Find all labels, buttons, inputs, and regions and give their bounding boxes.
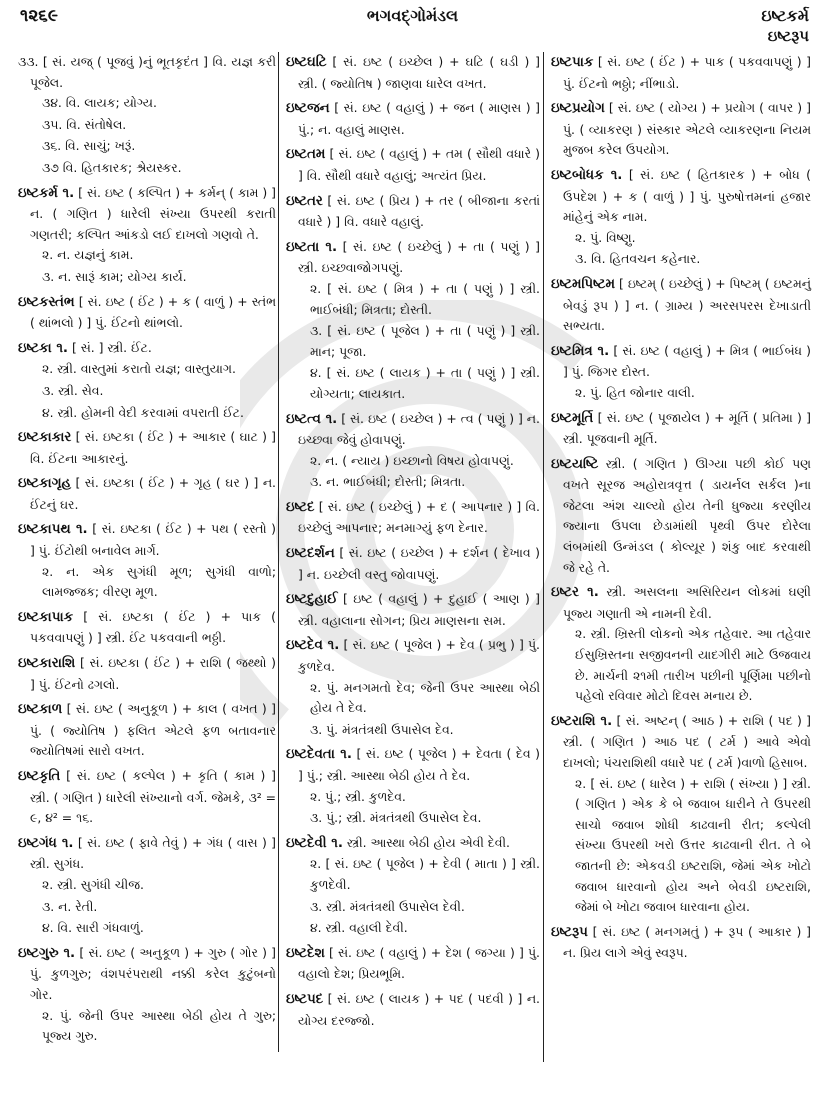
entry-definition: [ સં. ઇષ્ટકા ( ઈંટ ) + પથ ( રસ્તો ) ] પું. ઈંટોથી બનાવેલ માર્ગ. [30,521,276,559]
dictionary-entry [18,833,276,939]
entry-sense: ૩. [ સં. ઇષ્ટ ( પૂજેલ ) + તા ( પણું ) ] સ્ત્રી. માન; પૂજા. [310,323,540,359]
dictionary-entry [286,191,540,233]
entry-definition: ૩૩. [ સં. યજ્ ( પૂજવું )નું ભૂતકૃદંત ] વિ. યજ્ઞ કરી પૂજેલ. [18,54,276,90]
entry-definition: [ સં. ઇષ્ટ ( કલ્પિત ) + કર્મન્ ( કામ ) ] ન. ( ગણિત ) ધારેલી સંખ્યા ઉપરથી કરાતી ગણતરી; કલ્પિત આંકડો લઈ દાખલો ગણવો તે. [30,184,276,242]
entry-headword: ઇષ્ટપદ [286,991,324,1007]
entry-headword: ઇષ્ટકારાશિ [18,656,76,672]
entry-sense: ૩. ન. ભાઈબંધી; દોસ્તી; મિત્રતા. [310,474,466,490]
entry-definition: [ સં. ઇષ્ટ ( ઇચ્છેલું ) + તા ( પણું ) ] સ્ત્રી. ઇચ્છવાજોગપણું. [298,238,540,276]
dictionary-entry [18,653,276,695]
dictionary-entry [18,943,276,1047]
entry-definition: [ સં. ઇષ્ટ ( ઇચ્છેલું ) + દ ( આપનાર ) ] વિ. ઇચ્છેલું આપનાર; મનમાગ્યું ફળ દેનાર. [298,498,540,536]
entry-sense: ૨. [ સં. ઇષ્ટ ( પૂજેલ ) + દેવી ( માતા ) ] સ્ત્રી. કુળદેવી. [310,856,540,892]
entry-definition: [ સં. ઇષ્ટ ( હિતકારક ) + બોધ ( ઉપદેશ ) + ક ( વાળું ) ] પું. પુરુષોત્તમનાં હજાર માંહેનું એક નામ. [563,166,811,225]
entry-definition: [ સં. ઇષ્ટકા ( ઈંટ ) + ગૃહ ( ઘર ) ] ન. ઈંટનું ઘર. [30,475,276,512]
column-divider [543,52,544,1062]
dictionary-entry [18,699,276,762]
entry-headword: ઇષ્ટકા ૧. [18,340,69,356]
entry-headword: ઇષ્ટતા ૧. [286,239,338,255]
dictionary-entry [286,589,540,631]
entry-definition: [ સં. ઇષ્ટકા ( ઈંટ ) + રાશિ ( જથ્થો ) ] પું. ઈંટનો ઢગલો. [30,655,276,692]
entry-definition: [ સં. ઇષ્ટ ( ઇચ્છેલ ) + ત્વ ( પણું ) ] ન. ઇચ્છવા જેવું હોવાપણું. [298,410,540,448]
dictionary-entry [286,744,540,828]
entry-headword: ઇષ્ટમિત્ર ૧. [551,343,610,359]
entry-sense: ૨. [ સં. ઇષ્ટ ( મિત્ર ) + તા ( પણું ) ] સ્ત્રી. ભાઈબંધી; મિત્રતા; દોસ્તી. [310,280,540,317]
dictionary-entry [18,427,276,469]
entry-definition: [ સં. ઇષ્ટ ( ફાવે તેવું ) + ગંધ ( વાસ ) ] સ્ત્રી. સુગંધ. [30,834,276,872]
entry-definition: [ સં. ઇષ્ટકા ( ઈંટ ) + આકાર ( ઘાટ ) ] વિ. ઈંટના આકારનું. [30,429,276,466]
page-header [0,0,825,60]
entry-definition: સ્ત્રી. ( ગણિત ) ઊગ્યા પછી કોઈ પણ વખતે સૂરજ અહોરાત્રવૃત્ત ( ડાયર્નલ સર્કલ )ના જેટલા અંશ ચાલ્યો હોય તેની ધુજ્યા કરણીય જ્યાના ઉપલા છેડામાંથી પૃથ્વી ઉપર દોરેલા લંબમાંથી ઉન્મંડલ ( કોલ્યૂર ) શંકુ બાદ કરવાથી જે રહે તે. [563,455,811,575]
dictionary-entry [286,52,540,94]
entry-headword: ઇષ્ટગુરુ ૧. [18,945,76,961]
dictionary-entry [286,635,540,740]
entry-sense: ૩. પું. મંત્રતંત્રથી ઉપાસેલ દેવ. [310,721,454,737]
entry-sense: ૩૫. વિ. સંતોષેલ. [42,116,127,132]
entry-definition: [ સં. ] સ્ત્રી. ઈંટ. [71,339,152,355]
column-left [18,52,276,1051]
entry-headword: ઇષ્ટમપિષ્ટમ [551,276,615,292]
entry-sense: ૩. સ્ત્રી. સેવ. [42,382,104,398]
dictionary-entry [18,52,276,179]
entry-sense: ૨. ન. યજ્ઞનું કામ. [42,247,134,263]
entry-sense: ૨. પું. મનગમતો દેવ; જેની ઉપર આસ્થા બેઠી હોય તે દેવ. [310,679,540,716]
entry-definition: [ સં. ઇષ્ટ ( વહાલું ) + દેશ ( જગ્યા ) ] પું. વહાલો દેશ; પ્રિયભૂમિ. [298,944,540,982]
entry-sense: ૨. ન. એક સુગંધી મૂળ; સુગંધી વાળો; લામજ્જક; વીરણ મૂળ. [42,563,276,600]
dictionary-entry [551,582,811,707]
entry-headword: ઇષ્ટદેવી ૧. [286,835,343,851]
entry-definition: સ્ત્રી. અસલના અસિરિયન લોકમાં ઘણી પૂજ્ય ગણાતી એ નામની દેવી. [563,584,811,621]
entry-headword: ઇષ્ટયષ્ટિ [551,456,599,472]
dictionary-entry [18,183,276,288]
dictionary-entry [286,409,540,493]
dictionary-entry [551,408,811,450]
entry-sense: ૪. વિ. સારી ગંધવાળું. [42,920,144,936]
entry-sense: ૨. સ્ત્રી. સુગંધી ચીજ. [42,876,144,892]
dictionary-entry [551,165,811,270]
entry-sense: ૪. સ્ત્રી. વહાલી દેવી. [310,920,408,936]
entry-headword: ઇષ્ટઘટિ [286,55,327,70]
entry-sense: ૨. સ્ત્રી. વાસ્તુમાં કરાતો યજ્ઞ; વાસ્તુયાગ. [42,361,236,377]
entry-sense: ૨. પું.; સ્ત્રી. કુળદેવ. [310,788,406,804]
entry-sense: ૨. પું. વિષ્ણુ. [575,229,636,245]
entry-headword: ઇષ્ટદુહાઈ [286,592,338,608]
entry-sense: ૨. સ્ત્રી. ખ્રિસ્તી લોકનો એક તહેવાર. આ તહેવાર ઈસુખ્રિસ્તના સજીવનની યાદગીરી માટે ઉજવાય છે. માર્ચની ૨૧મી તારીખ પછીની પૂર્ણિમા પછીનો પહેલો રવિવાર મોટો દિવસ મનાય છે. [575,626,811,704]
column-divider [278,52,279,1052]
entry-definition: [ સં. ઇષ્ટ ( ઈંટ ) + પાક ( પકવવાપણું ) ] પું. ઈંટનો ભઠ્ઠો; નીંભાડો. [563,54,811,91]
entry-headword: ઇષ્ટદ [286,499,315,515]
dictionary-entry [286,543,540,585]
entry-sense: ૩. ન. રેતી. [42,898,98,914]
entry-headword: ઇષ્ટરૂપ [551,924,588,940]
entry-headword: ઇષ્ટબોધક ૧. [551,167,623,183]
dictionary-entry [18,607,276,649]
dictionary-entry [286,497,540,539]
entry-headword: ઇષ્ટકસ્તંભ [18,294,75,310]
entry-headword: ઇષ્ટત્વ ૧. [286,411,338,427]
dictionary-entry [18,519,276,602]
dictionary-entry [551,98,811,161]
entry-definition: [ સં. ઇષ્ટ ( પૂજેલ ) + દેવતા ( દેવ ) ] પું.; સ્ત્રી. આસ્થા બેઠી હોય તે દેવ. [298,746,540,783]
entry-sense: ૪. સ્ત્રી. હોમની વેદી કરવામાં વપરાતી ઈંટ. [42,404,244,420]
entry-sense: ૨. પું. હિત જોનાર વાલી. [575,384,695,400]
entry-headword: ઇષ્ટકર્મ ૧. [18,185,75,201]
entry-headword: ઇષ્ટતર [286,193,323,209]
entry-definition: [ સં. ઇષ્ટ ( ઇચ્છેલ ) + દર્શન ( દેખાવ ) ] ન. ઇચ્છેલી વસ્તુ જોવાપણું. [298,545,540,582]
dictionary-entry [286,98,540,140]
entry-headword: ઇષ્ટપ્રયોગ [551,101,605,117]
entry-definition: [ સં. ઇષ્ટ ( ઈંટ ) + ક ( વાળું ) + સ્તંભ ( થાંભલો ) ] પું. ઈંટનો થાંભલો. [30,293,276,331]
dictionary-entry [18,766,276,829]
dictionary-entry [551,711,811,918]
entry-sense: ૩૬. વિ. સાચું; ખરૂં. [42,138,136,154]
entry-headword: ઇષ્ટતમ [286,147,326,163]
entry-sense: ૨. પું. જેની ઉપર આસ્થા બેઠી હોય તે ગુરુ; પૂજ્ય ગુરુ. [42,1007,276,1044]
entry-sense: ૪. [ સં. ઇષ્ટ ( લાયક ) + તા ( પણું ) ] સ્ત્રી. યોગ્યતા; લાયકાત. [310,365,540,401]
dictionary-entry [286,989,540,1031]
entry-definition: [ સં. ઇષ્ટ ( લાયક ) + પદ ( પદવી ) ] ન. યોગ્ય દરજ્જો. [298,990,540,1028]
entry-definition: [ સં. ઇષ્ટ ( કલ્પેલ ) + કૃતિ ( કામ ) ] સ્ત્રી. ( ગણિત ) ધારેલી સંખ્યાનો વર્ગ. જેમકે, ૩² = ૯, ૪² = ૧૬. [30,768,276,826]
entry-headword: ઇષ્ટકાપથ ૧. [18,522,88,538]
entry-headword: ઇષ્ટકૃતિ [18,769,61,784]
dictionary-entry [286,237,540,405]
entry-headword: ઇષ્ટર ૧. [551,585,599,601]
entry-definition: [ સં. ઇષ્ટ ( વહાલું ) + મિત્ર ( ભાઈબંધ ) ] પું. જિગર દોસ્ત. [563,342,811,380]
entry-definition: [ સં. ઇષ્ટ ( પૂજાયેલ ) + મૂર્તિ ( પ્રતિમા ) ] સ્ત્રી. પૂજવાની મૂર્તિ. [563,409,811,447]
entry-definition: [ સં. ઇષ્ટકા ( ઈંટ ) + પાક ( પકવવાપણું ) ] સ્ત્રી. ઈંટ પકવવાની ભઠ્ઠી. [30,608,276,646]
dictionary-entry [18,473,276,515]
guide-word-first: ઇષ્ટકર્મ [761,6,809,25]
entry-sense: ૩૭ વિ. હિતકારક; શ્રેયસ્કર. [42,159,182,175]
column-right [551,52,811,968]
entry-headword: ઇષ્ટરાશિ ૧. [551,713,613,729]
entry-headword: ઇષ્ટપાક [551,55,594,70]
dictionary-entry [551,274,811,337]
column-middle [286,52,540,1035]
page-number: ૧૨૬૯ [20,6,58,26]
entry-headword: ઇષ્ટદેવતા ૧. [286,747,352,763]
entry-headword: ઇષ્ટજન [286,101,330,117]
dictionary-entry [551,341,811,404]
entry-sense: ૩. સ્ત્રી. મંત્રતંત્રથી ઉપાસેલ દેવી. [310,898,465,914]
entry-sense: ૩૪. વિ. લાયક; યોગ્ય. [42,95,157,111]
entry-definition: [ સં. ઇષ્ટ ( યોગ્ય ) + પ્રયોગ ( વાપર ) ] પું. ( વ્યાકરણ ) સંસ્કાર એટલે વ્યાકરણના નિયમ મુજબ કરેલ ઉપયોગ. [563,100,811,158]
entry-headword: ઇષ્ટમૂર્તિ [551,410,594,426]
entry-sense: ૩. પું.; સ્ત્રી. મંત્રતંત્રથી ઉપાસેલ દેવ. [310,810,482,826]
entry-definition: [ સં. ઇષ્ટ ( અનુકૂળ ) + કાલ ( વખત ) ] પું. ( જ્યોતિષ ) ફલિત એટલે ફળ બતાવનાર જ્યોતિષમાં સારો વખત. [30,701,276,759]
entry-definition: [ ઇષ્ટ ( વહાલું ) + દુહાઈ ( આણ ) ] સ્ત્રી. વહાલાના સોગન; પ્રિય માણસના સમ. [298,591,540,628]
dictionary-entry [18,292,276,334]
entry-definition: [ સં. ઇષ્ટ ( પૂજેલ ) + દેવ ( પ્રભુ ) ] પું. કુળદેવ. [298,637,540,675]
entry-definition: સ્ત્રી. આસ્થા બેઠી હોય એવી દેવી. [346,834,510,850]
entry-headword: ઇષ્ટદર્શન [286,546,335,562]
entry-definition: [ સં. ઇષ્ટ ( ઇચ્છેલ ) + ઘટિ ( ઘડી ) ] સ્ત્રી. ( જ્યોતિષ ) જાણવા ધારેલ વખત. [298,54,540,91]
dictionary-entry [286,144,540,186]
guide-word-last: ઇષ્ટરૂપ [767,27,809,45]
book-title: ભગવદ્ગોમંડલ [366,6,459,25]
dictionary-entry [551,454,811,579]
dictionary-entry [286,833,540,939]
entry-definition: [ સં. અષ્ટન્ ( આઠ ) + રાશિ ( પદ ) ] સ્ત્રી. ( ગણિત ) આઠ પદ ( ટર્મ ) આવે એવો દાખલો; પંચરાશિથી વધારે પદ ( ટર્મ )વાળો હિસાબ. [563,712,811,770]
entry-definition: [ સં. ઇષ્ટ ( અનુકૂળ ) + ગુરુ ( ગોર ) ] પું. કુળગુરુ; વંશપરંપરાથી નક્કી કરેલ કુટુંબનો ગોર. [30,944,276,1002]
entry-headword: ઇષ્ટકાકાર [18,430,72,446]
entry-sense: ૩. ન. સારૂં કામ; યોગ્ય કાર્ય. [42,268,187,284]
entry-headword: ઇષ્ટકાપાક [18,609,74,625]
entry-headword: ઇષ્ટકાળ [18,702,63,718]
dictionary-entry [286,943,540,985]
entry-sense: ૨. ન. ( ન્યાય ) ઇચ્છાનો વિષય હોવાપણું. [310,452,514,468]
dictionary-entry [551,52,811,94]
entry-definition: [ સં. ઇષ્ટ ( પ્રિય ) + તર ( બીજાના કરતાં વધારે ) ] વિ. વધારે વહાલું. [298,192,540,230]
entry-headword: ઇષ્ટદેવ ૧. [286,638,340,654]
entry-definition: [ ઇષ્ટમ્ ( ઇચ્છેલું ) + પિષ્ટમ્ ( ઇષ્ટમનું બેવડું રૂપ ) ] ન. ( ગ્રામ્ય ) અરસપરસ દેખાડાતી સભ્યતા. [563,275,811,334]
entry-definition: [ સં. ઇષ્ટ ( વહાલું ) + તમ ( સૌથી વધારે ) ] વિ. સૌથી વધારે વહાલું; અત્યંત પ્રિય. [298,146,540,183]
entry-definition: [ સં. ઇષ્ટ ( મનગમતું ) + રૂપ ( આકાર ) ] ન. પ્રિય લાગે એવું સ્વરૂપ. [563,923,811,961]
dictionary-entry [18,338,276,423]
entry-sense: ૨. [ સં. ઇષ્ટ ( ધારેલ ) + રાશિ ( સંખ્યા ) ] સ્ત્રી. ( ગણિત ) એક કે બે જવાબ ધારીને તે ઉપરથી સાચો જવાબ શોધી કાઢવાની રીત; કલ્પેલી સંખ્યા ઉપરથી ખરો ઉત્તર કાઢવાની રીત. તે બે જાતની છે: એકવડી ઇષ્ટરાશિ, જેમાં એક ખોટો જવાબ ધારવાનો હોય અને બેવડી ઇષ્ટરાશિ, જેમાં બે ખોટા જવાબ ધારવાના હોય. [575,775,811,915]
entry-headword: ઇષ્ટગંધ ૧. [18,835,74,851]
entry-headword: ઇષ્ટકાગૃહ [18,476,71,492]
entry-definition: [ સં. ઇષ્ટ ( વહાલું ) + જન ( માણસ ) ] પું.; ન. વહાલું માણસ. [298,100,540,137]
dictionary-entry [551,922,811,964]
entry-sense: ૩. વિ. હિતવચન કહેનાર. [575,251,701,267]
entry-headword: ઇષ્ટદેશ [286,945,325,961]
